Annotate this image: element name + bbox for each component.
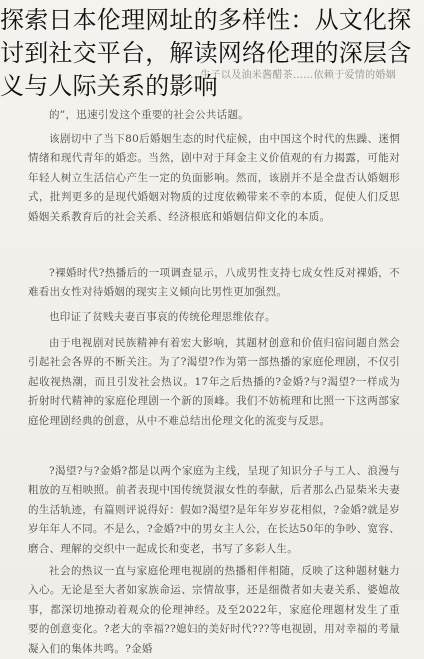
paragraph-1: 的”，迅速引发这个重要的社会公共话题。 [49,109,250,121]
paragraph-7: 社会的热议一直与家庭伦理电视剧的热播相伴相随，反映了这种题材魅力入心。无论是至大者如家族命运、宗情故事，还是细微者如夫妻关系、婆媳故事，都深切地撩动着观众的伦理神经。及至2022年，家庭伦理题材发生了重要的创意变化。?老大的幸福??媳妇的美好时代???等电视剧，用对幸福的考量凝入们的集体共鸣。?金婚 [28,565,400,655]
header-fragment: …生子以及油米酱醋茶……依赖于爱情的婚姻 [190,70,396,81]
paragraph-4: 也印证了贫贱夫妻百事哀的传统伦理思维依存。 [49,311,276,323]
paragraph-5: 由于电视剧对民族精神有着宏大影响，其题材创意和价值归宿问题自然会引起社会各界的不断关注。为了?渴望?作为第一部热播的家庭伦理剧，不仅引起收视热潮，而且引发社会热议。17年之后热播的?金婚?与?渴望?一样成为折射时代精神的家庭伦理剧一个新的顶峰。我们不妨梳理和比照一下这两部家庭伦理剧经典的创意，从中不难总结出伦理文化的流变与反思。 [28,337,400,427]
paragraph-2: 该剧切中了当下80后婚姻生态的时代症候，由中国这个时代的焦躁、迷惘情绪和现代青年的婚恋。当然，剧中对于拜金主义价值观的有力揭露，可能对年轻人树立生活信心产生一定的负面影响。然而，该剧并不是全盘否认婚姻形式，批判更多的是现代婚姻对物质的过度依赖带来不幸的本质，促使人们反思婚姻关系教育后的社会关系、经济根底和婚姻信仰文化的本质。 [28,133,400,223]
page-title: 探索日本伦理网址的多样性：从文化探讨到社交平台，解读网络伦理的深层含义与人际关系的影响 [0,6,412,100]
paragraph-3: ?裸婚时代?热播后的一项调查显示，八成男性支持七成女性反对裸婚，不难看出女性对待婚姻的现实主义倾向比男性更加强烈。 [28,267,400,299]
paragraph-6: ?渴望?与?金婚?都是以两个家庭为主线，呈现了知识分子与工人、浪漫与粗放的互相映照。前者表现中国传统贤淑女性的奉献，后者那么凸显柴米夫妻的生活轨迹，有篇则评说得好：假如?渴望?是年年岁岁花相似，?金婚?就是岁岁年年人不同。不是么，?金婚?中的男女主人公，在长达50年的争吵、宽容、磨合、理解的交织中一起成长和变老，书写了多彩人生。 [28,465,400,555]
